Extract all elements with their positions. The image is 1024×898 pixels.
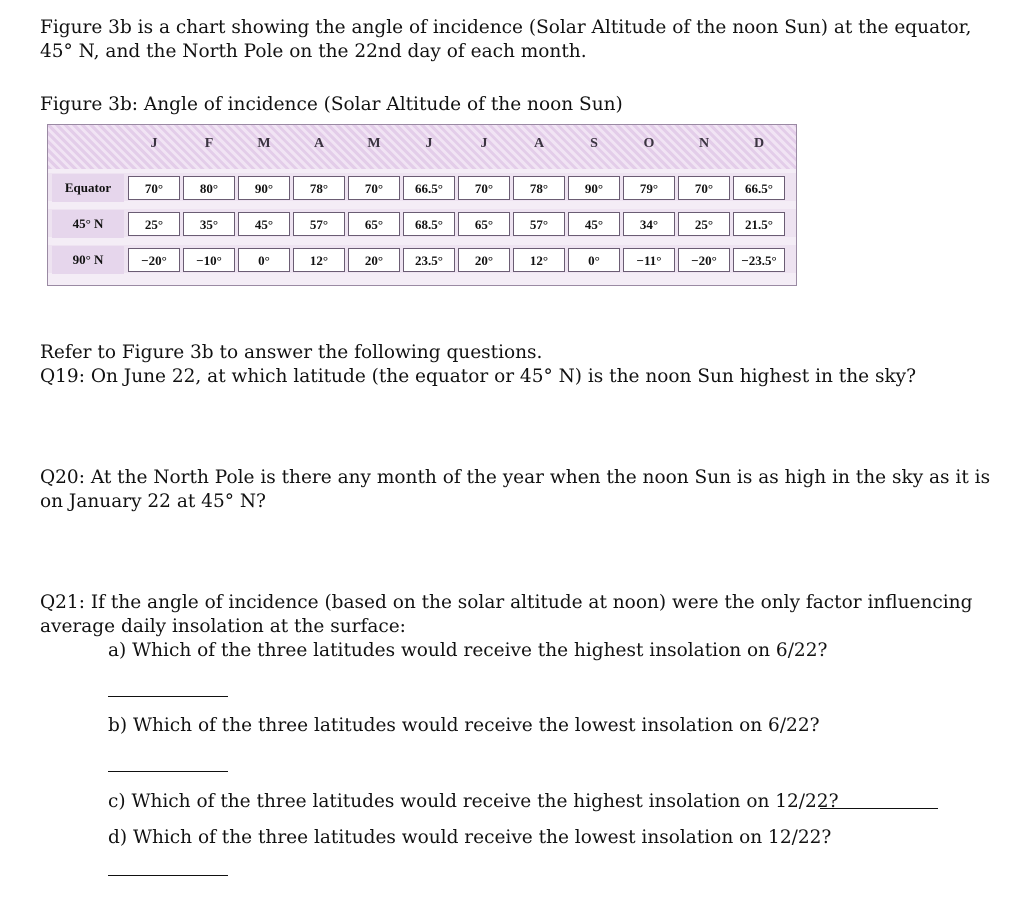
month-header: D [753,136,765,151]
month-header: J [150,136,158,151]
table-cell: 70° [458,176,510,200]
answer-blank-21c[interactable] [820,808,938,809]
table-cell: 78° [293,176,345,200]
row-label: 90° N [52,246,124,274]
question-19: Q19: On June 22, at which latitude (the equator or 45° N) is the noon Sun highest in the sky? [40,366,917,387]
table-cell: 20° [458,248,510,272]
month-header: M [257,136,271,151]
table-cell: 68.5° [403,212,455,236]
intro-line-2: 45° N, and the North Pole on the 22nd day of each month. [40,41,587,62]
table-cell: 57° [293,212,345,236]
table-header [48,125,796,169]
intro-line-1: Figure 3b is a chart showing the angle of incidence (Solar Altitude of the noon Sun) at the equator, [40,17,972,38]
table-cell: 12° [513,248,565,272]
table-cell: 0° [238,248,290,272]
month-header: O [643,136,655,151]
figure-title: Figure 3b: Angle of incidence (Solar Altitude of the noon Sun) [40,94,623,115]
table-cell: 80° [183,176,235,200]
table-cell: 12° [293,248,345,272]
table-cell: −11° [623,248,675,272]
table-cell: 45° [238,212,290,236]
table-cell: 78° [513,176,565,200]
table-cell: −23.5° [733,248,785,272]
table-cell: 25° [128,212,180,236]
table-cell: −20° [678,248,730,272]
table-cell: 23.5° [403,248,455,272]
question-20-line-2: on January 22 at 45° N? [40,491,266,512]
table-cell: 70° [128,176,180,200]
table-cell: −20° [128,248,180,272]
question-21c: c) Which of the three latitudes would receive the highest insolation on 12/22? [108,791,839,812]
table-cell: 35° [183,212,235,236]
table-cell: 66.5° [403,176,455,200]
question-21b: b) Which of the three latitudes would receive the lowest insolation on 6/22? [108,715,820,736]
table-cell: 79° [623,176,675,200]
month-header: A [533,136,545,151]
answer-blank-21b[interactable] [108,771,228,772]
answer-blank-21a[interactable] [108,696,228,697]
table-cell: 65° [348,212,400,236]
row-label: Equator [52,174,124,202]
row-label: 45° N [52,210,124,238]
question-21-line-2: average daily insolation at the surface: [40,616,406,637]
question-21a: a) Which of the three latitudes would receive the highest insolation on 6/22? [108,640,828,661]
question-21-line-1: Q21: If the angle of incidence (based on the solar altitude at noon) were the only factor influencing [40,592,973,613]
month-header: S [590,136,598,151]
table-cell: 57° [513,212,565,236]
month-header: F [204,136,214,151]
table-cell: 0° [568,248,620,272]
table-cell: 20° [348,248,400,272]
table-cell: 25° [678,212,730,236]
month-header: M [367,136,381,151]
question-20-line-1: Q20: At the North Pole is there any month of the year when the noon Sun is as high in the sky as it is [40,467,991,488]
table-cell: 21.5° [733,212,785,236]
table-cell: −10° [183,248,235,272]
answer-blank-21d[interactable] [108,875,228,876]
table-cell: 90° [238,176,290,200]
refer-text: Refer to Figure 3b to answer the following questions. [40,342,543,363]
month-header: N [698,136,710,151]
table-cell: 45° [568,212,620,236]
table-cell: 90° [568,176,620,200]
month-header: J [480,136,488,151]
month-header: A [313,136,325,151]
table-cell: 70° [348,176,400,200]
question-21d: d) Which of the three latitudes would receive the lowest insolation on 12/22? [108,827,832,848]
table-cell: 66.5° [733,176,785,200]
table-cell: 70° [678,176,730,200]
table-cell: 65° [458,212,510,236]
angle-table [47,124,797,286]
table-cell: 34° [623,212,675,236]
month-header: J [425,136,433,151]
